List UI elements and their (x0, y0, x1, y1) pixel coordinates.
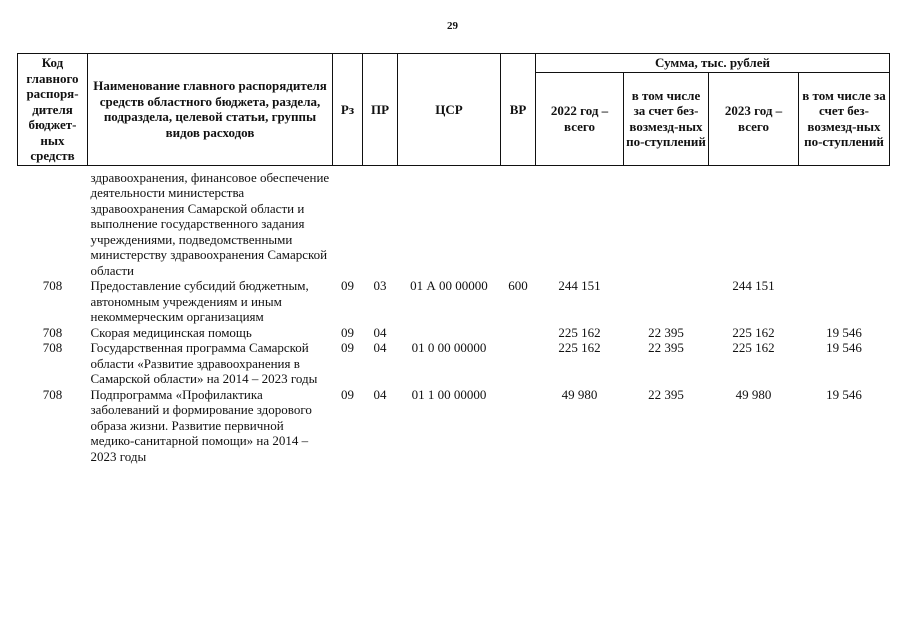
header-2023-grants: в том числе за счет без-возмезд-ных по-ступлений (799, 73, 890, 166)
row-vr (501, 170, 536, 279)
row-vr (501, 387, 536, 465)
row-vr (501, 325, 536, 341)
header-2022-total: 2022 год – всего (536, 73, 624, 166)
row-2023-grants: 19 546 (826, 324, 862, 340)
row-2022-total: 225 162 (558, 340, 601, 355)
row-name: Предоставление субсидий бюджетным, автономным учреждениям и иным некоммерческим организациям (90, 278, 309, 324)
row-rz (333, 170, 363, 279)
row-rz: 09 (341, 324, 354, 340)
row-csr (398, 170, 501, 279)
header-pr: ПР (363, 54, 398, 166)
row-2022-total: 244 151 (558, 278, 601, 293)
row-code: 708 (42, 386, 63, 402)
row-name: Государственная программа Самарской области «Развитие здравоохранения в Самарской области» на 2014 – 2023 годы (90, 340, 318, 386)
row-2023-grants (799, 278, 890, 325)
row-name: Подпрограмма «Профилактика заболеваний и формирование здорового образа жизни. Развитие первичной медико-санитарной помощи» на 2014 – 2023 годы (90, 386, 312, 464)
row-rz: 09 (341, 340, 354, 355)
header-csr: ЦСР (398, 54, 501, 166)
table-body (18, 165, 890, 464)
row-pr: 04 (373, 386, 387, 402)
header-rz: Рз (333, 54, 363, 166)
row-csr (398, 325, 501, 341)
row-2023-total (709, 170, 799, 279)
table-row (18, 170, 890, 279)
row-2022-grants (624, 170, 709, 279)
header-code: Код главного распоря-дителя бюджет-ных средств (18, 54, 88, 166)
row-code: 708 (42, 278, 63, 293)
header-name: Наименование главного распорядителя средств областного бюджета, раздела, подраздела, целевой статьи, группы видов расходов (88, 54, 333, 166)
row-2022-grants: 22 395 (648, 340, 684, 355)
header-2023-total: 2023 год – всего (709, 73, 799, 166)
row-2023-total: 244 151 (732, 278, 775, 293)
row-2023-grants: 19 546 (826, 340, 862, 355)
row-pr: 04 (373, 340, 387, 355)
row-rz: 09 (341, 278, 354, 293)
row-2022-total (536, 170, 624, 279)
table-row (18, 278, 890, 325)
row-rz: 09 (341, 386, 354, 402)
table-header (18, 54, 890, 166)
row-code: 708 (42, 340, 63, 355)
row-vr (501, 340, 536, 387)
budget-table (17, 53, 890, 464)
row-code: 708 (42, 324, 63, 340)
row-2022-total: 225 162 (558, 324, 601, 340)
table-row (18, 325, 890, 341)
header-vr: ВР (501, 54, 536, 166)
table-row (18, 387, 890, 465)
row-code (18, 170, 88, 279)
row-name: здравоохранения, финансовое обеспечение деятельности министерства здравоохранения Самарской области и выполнение государственного задания учреждениями, подведомственными министерству здравоохранения Самарской области (90, 169, 330, 278)
row-2022-grants: 22 395 (648, 324, 684, 340)
row-pr: 04 (373, 324, 387, 340)
row-2022-grants: 22 395 (648, 386, 684, 402)
header-2022-grants: в том числе за счет без-возмезд-ных по-ступлений (624, 73, 709, 166)
row-2023-grants (799, 170, 890, 279)
row-2022-grants (624, 278, 709, 325)
row-csr: 01 1 00 00000 (411, 386, 487, 402)
header-sum-group: Сумма, тыс. рублей (536, 54, 890, 73)
row-2023-total: 49 980 (735, 386, 772, 402)
row-2023-total: 225 162 (732, 324, 775, 340)
row-csr: 01 А 00 00000 (410, 278, 488, 293)
row-2022-total: 49 980 (561, 386, 598, 402)
row-vr: 600 (508, 278, 528, 293)
table-row (18, 340, 890, 387)
row-pr: 03 (373, 278, 387, 293)
row-csr: 01 0 00 00000 (411, 340, 487, 355)
row-pr (363, 170, 398, 279)
row-name: Скорая медицинская помощь (90, 324, 252, 340)
row-2023-grants: 19 546 (826, 386, 862, 402)
row-2023-total: 225 162 (732, 340, 775, 355)
page-number: 29 (447, 20, 458, 32)
